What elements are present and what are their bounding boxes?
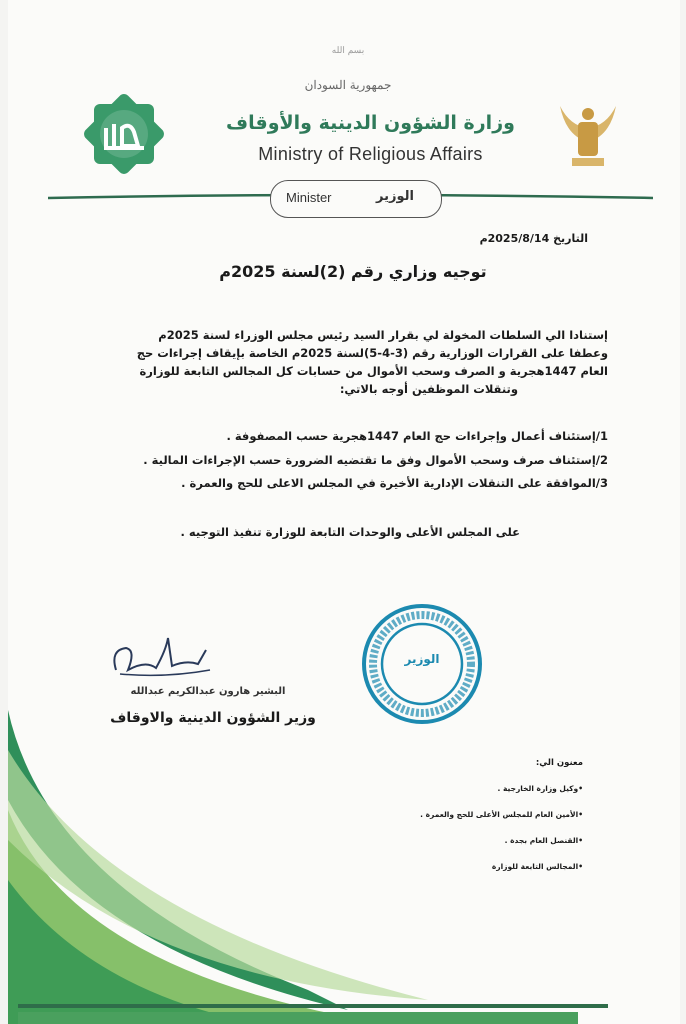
paragraph-line: وتنقلات الموظفين أوجه بالاتي: [339, 382, 518, 396]
cc-item: •القنصل العام بجدة . [504, 836, 583, 845]
paragraph-line: إستنادا الي السلطات المخولة لي بقرار السيد رئيس مجلس الوزراء لسنة 2025م [158, 328, 608, 342]
cc-item: •المجالس التابعة للوزارة [491, 862, 583, 871]
footer-band [18, 1012, 578, 1024]
directive-item: 3/الموافقة على التنقلات الإدارية الأخيرة في المجلس الاعلى للحج والعمرة . [181, 476, 608, 490]
document-page [8, 0, 680, 1024]
handwritten-signature [106, 630, 216, 686]
basmala: بسم الله [331, 46, 365, 56]
decorative-swoosh [8, 690, 528, 1024]
ministry-name-arabic: وزارة الشؤون الدينية والأوقاف [226, 112, 515, 134]
paragraph-line: وعطفا على القرارات الوزارية رقم (3-4-5)لسنة 2025م الخاصة بإيقاف إجراءات حج [136, 346, 608, 360]
ministry-name-english: Ministry of Religious Affairs [258, 144, 483, 164]
signatory-name: البشير هارون عبدالكريم عبدالله [130, 686, 286, 697]
stamp-center-text: الوزير [404, 652, 440, 666]
signatory-title: وزير الشؤون الدينية والاوقاف [110, 710, 316, 726]
document-title: توجيه وزاري رقم (2)لسنة 2025م [219, 262, 487, 281]
cc-item: •وكيل وزارة الخارجية . [497, 784, 583, 793]
closing-line: على المجلس الأعلى والوحدات التابعة للوزارة تنفيذ التوجيه . [180, 525, 520, 539]
cc-heading: معنون الي: [535, 758, 583, 768]
directive-item: 1/إستئناف أعمال وإجراءات حج العام 1447هجرية حسب المصفوفة . [226, 429, 608, 443]
minister-label-arabic: الوزير [376, 189, 414, 204]
cc-item: •الأمين العام للمجلس الأعلى للحج والعمرة . [420, 810, 583, 819]
footer-line [18, 1004, 608, 1008]
paragraph-line: العام 1447هجرية و الصرف وسحب الأموال من حسابات كل المجالس التابعة للوزارة [139, 364, 608, 378]
ministry-emblem-icon [78, 88, 170, 180]
document-date: التاريخ 2025/8/14م [479, 232, 588, 245]
directive-item: 2/إستئناف صرف وسحب الأموال وفق ما تقتضيه الضرورة حسب الإجراءات المالية . [143, 452, 608, 467]
directive-list [28, 425, 608, 496]
body-paragraph [28, 326, 608, 398]
minister-label-english: Minister [286, 190, 332, 205]
sudan-emblem-icon [556, 96, 620, 178]
republic-name: جمهورية السودان [304, 78, 392, 92]
